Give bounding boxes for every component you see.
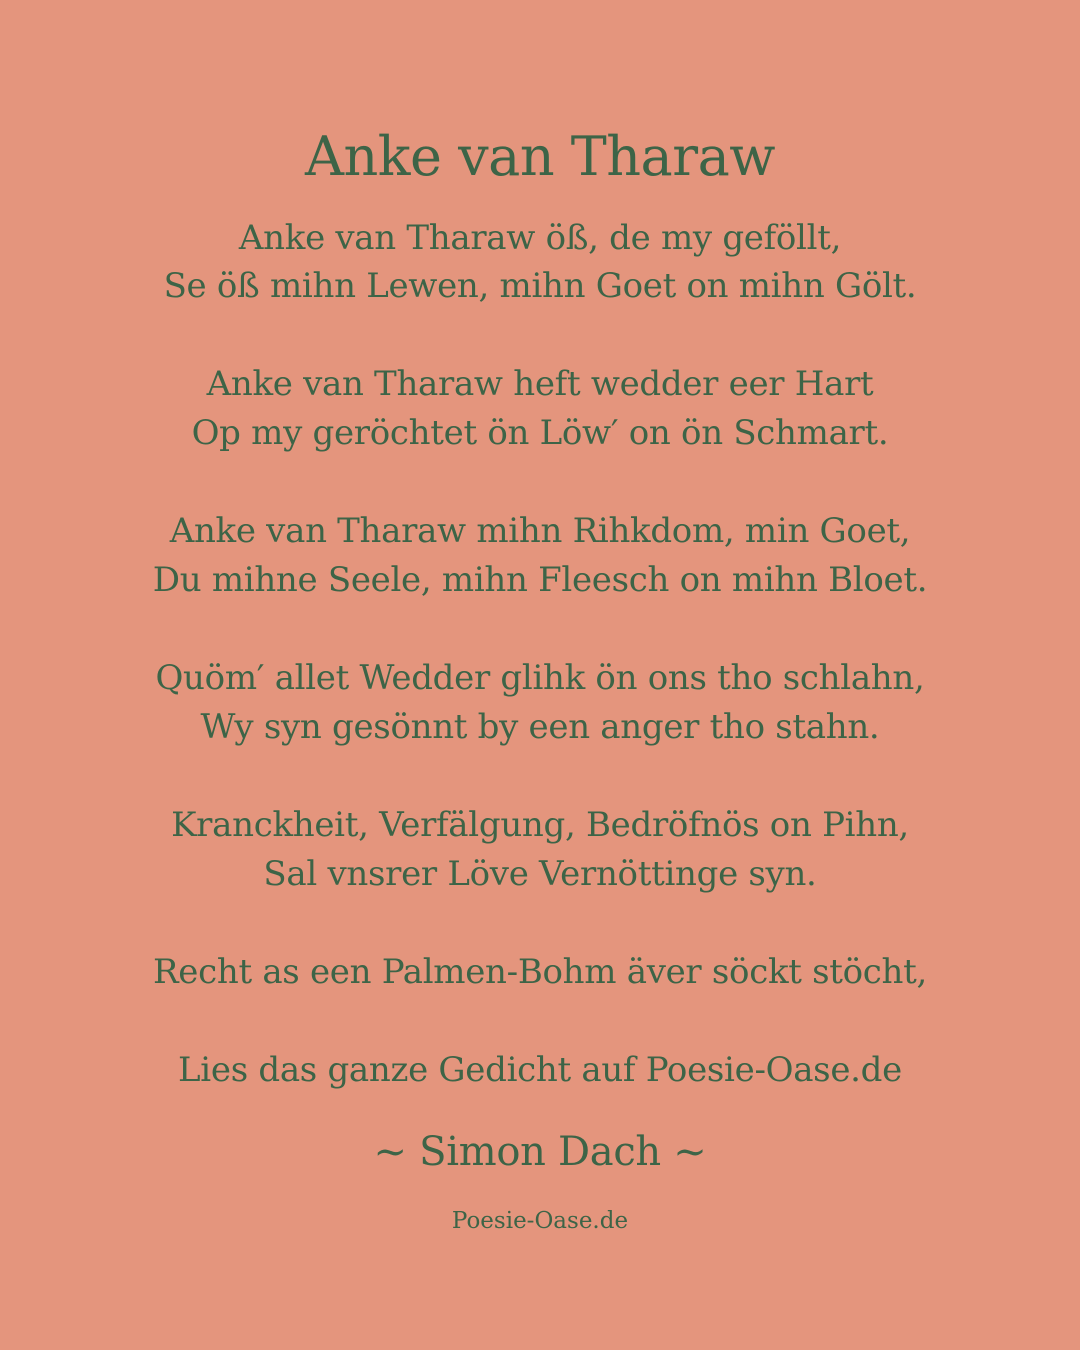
poem-author: ~ Simon Dach ~ [373, 1129, 707, 1175]
stanza-5-line-2: Sal vnsrer Löve Vernöttinge syn. [263, 854, 817, 894]
stanza-3-line-2: Du mihne Seele, mihn Fleesch on mihn Bloet. [152, 560, 928, 600]
stanza-3-line-1: Anke van Tharaw mihn Rihkdom, min Goet, [169, 511, 911, 551]
stanza-1-line-1: Anke van Tharaw öß, de my geföllt, [238, 218, 842, 258]
stanza-5-line-1: Kranckheit, Verfälgung, Bedröfnös on Pihn, [171, 805, 909, 845]
stanza-1-line-2: Se öß mihn Lewen, mihn Goet on mihn Gölt. [163, 266, 917, 306]
poem-title: Anke van Tharaw [305, 125, 775, 188]
stanza-2-line-1: Anke van Tharaw heft wedder eer Hart [206, 364, 874, 404]
stanza-2-line-2: Op my geröchtet ön Löw′ on ön Schmart. [191, 413, 889, 453]
stanza-6-line-1: Recht as een Palmen-Bohm äver söckt stöcht, [152, 952, 928, 992]
call-to-action: Lies das ganze Gedicht auf Poesie-Oase.de [178, 1050, 902, 1090]
stanza-4-line-2: Wy syn gesönnt by een anger tho stahn. [200, 707, 880, 747]
site-credit: Poesie-Oase.de [451, 1208, 629, 1234]
stanza-4-line-1: Quöm′ allet Wedder glihk ön ons tho schlahn, [155, 658, 925, 698]
